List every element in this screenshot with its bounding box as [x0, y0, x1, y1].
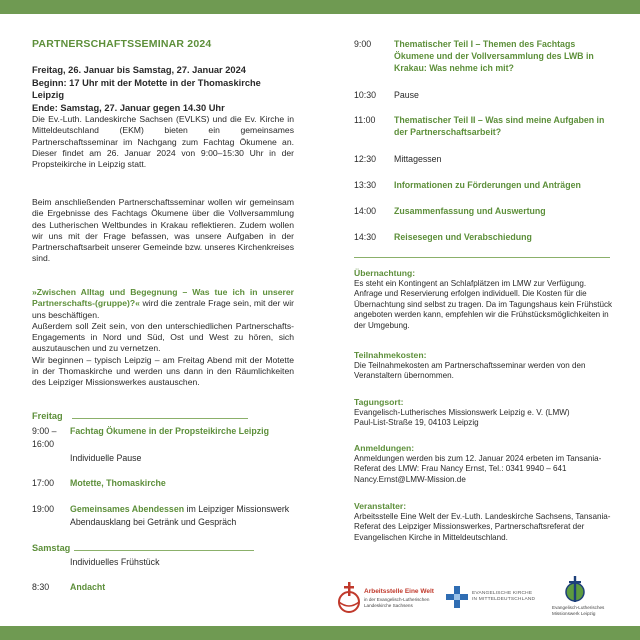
schedule-row: Abendausklang bei Getränk und Gespräch — [70, 517, 237, 527]
registration-section — [354, 443, 614, 485]
dates-line-3: Ende: Samstag, 27. Januar gegen 14.30 Uhr — [32, 102, 225, 113]
schedule-row: 13:30 Informationen zu Förderungen und Anträgen — [354, 180, 581, 190]
intro-paragraph-3 — [32, 287, 294, 389]
friday-heading: Freitag — [32, 411, 63, 421]
schedule-row: 11:00 Thematischer Teil II – Was sind meine Aufgaben in der Partnerschaftsarbeit? — [354, 115, 605, 137]
schedule-row: 19:00 Gemeinsames Abendessen im Leipziger Missionswerk — [32, 504, 290, 514]
top-green-bar — [0, 0, 640, 14]
schedule-row: 14:30 Reisesegen und Verabschiedung — [354, 232, 532, 242]
registration-email[interactable]: Nancy.Ernst@LMW-Mission.de — [354, 474, 466, 484]
friday-divider — [72, 418, 248, 419]
registration-heading: Anmeldungen: — [354, 443, 415, 453]
schedule-row: Individuelles Frühstück — [70, 557, 160, 567]
venue-line-1: Evangelisch-Lutherisches Missionswerk Leipzig e. V. (LMW) — [354, 407, 570, 417]
schedule-row: 16:00 — [32, 439, 55, 449]
logo-ekm: EVANGELISCHE KIRCHE IN MITTELDEUTSCHLAND — [446, 578, 542, 618]
intro-paragraph-1: Die Ev.-Luth. Landeskirche Sachsen (EVLKS) und die Ev. Kirche in Mitteldeutschland (EKM) bieten ein gemeinsames Partnerschaftsseminar im Nachgang zum Fachtag Ökumene an. Dieser findet am 26. Januar 2024 von 9:00–15:30 Uhr in der Propsteikirche in Leipzig statt. — [32, 114, 294, 170]
schedule-row: 9:00 – Fachtag Ökumene in der Propsteikirche Leipzig — [32, 426, 269, 436]
fee-heading: Teilnahmekosten: — [354, 350, 427, 360]
schedule-row: 8:30 Andacht — [32, 582, 106, 592]
event-dates — [32, 64, 294, 114]
central-question: »Zwischen Alltag und Begegnung – Was tue ich in unserer Partnerschafts-(gruppe)?« — [32, 287, 294, 309]
venue-line-2: Paul-List-Straße 19, 04103 Leipzig — [354, 418, 479, 428]
organizer-text: Arbeitsstelle Eine Welt der Ev.-Luth. Landeskirche Sachsens, Tansania-Referat des Leipziger Missionswerkes, Partnerschaftsreferat der Evangelischen Kirche in Mitteldeutschland. — [354, 511, 611, 542]
schedule-row: 10:30 Pause — [354, 90, 419, 100]
schedule-row: 12:30 Mittagessen — [354, 154, 442, 164]
overnight-heading: Übernachtung: — [354, 268, 416, 278]
fee-section — [354, 350, 614, 382]
dates-line-1: Freitag, 26. Januar bis Samstag, 27. Januar 2024 — [32, 65, 246, 75]
globe-cross-icon — [334, 580, 364, 616]
organizer-heading: Veranstalter: — [354, 501, 407, 511]
registration-text: Anmeldungen werden bis zum 12. Januar 2024 erbeten im Tansania-Referat des LMW: Frau Nancy Ernst, Tel.: 0341 9940 – 641 — [354, 453, 602, 474]
schedule-row: 9:00 Thematischer Teil I – Themen des Fachtags Ökumene und der Vollversammlung des LWB in Krakau: Was nehme ich mit? — [354, 39, 594, 73]
schedule-row: Individuelle Pause — [70, 453, 142, 463]
organizer-section — [354, 501, 614, 543]
overnight-text: Es steht ein Kontingent an Schlafplätzen im LMW zur Verfügung. Anfrage und Reservierung erfolgen individuell. Die Kosten für die Übernachtung sind selbst zu tragen. Da im Tagungshaus kein Frühstück angeboten werden kann, empfehlen wir die Frühstücksmöglichkeiten in der Umgebung. — [354, 278, 613, 330]
bottom-green-bar — [0, 626, 640, 640]
schedule-row: 17:00 Motette, Thomaskirche — [32, 478, 166, 488]
saturday-divider — [74, 550, 254, 551]
logo-lmw: Evangelisch-Lutherisches Missionswerk Leipzig — [552, 578, 624, 618]
intro-paragraph-4: Außerdem soll Zeit sein, von den unterschiedlichen Partnerschafts-Engagements in Nord und Süd, Ost und West zu hören, sich auszutauschen und zu vernetzen. — [32, 320, 294, 354]
venue-heading: Tagungsort: — [354, 397, 404, 407]
intro-paragraph-2: Beim anschließenden Partnerschaftsseminar wollen wir gemeinsam die Ergebnisse des Fachtags Ökumene über die Vollversammlung des Lutherischen Weltbundes in Krakau reflektieren. Zudem wollen wir uns mit der Frage befassen, was unsere Aufgaben in der Partnerschaftsarbeit unserer Gemeinde bzw. unseres Kirchenkreises sind. — [32, 197, 294, 264]
schedule-row: 14:00 Zusammenfassung und Auswertung — [354, 206, 546, 216]
saturday-heading: Samstag — [32, 543, 71, 553]
dates-line-2: Beginn: 17 Uhr mit der Motette in der Thomaskirche Leipzig — [32, 77, 261, 100]
logo-row — [326, 578, 626, 618]
venue-section — [354, 397, 614, 429]
lmw-globe-cross-icon — [562, 576, 588, 602]
logo-arbeitsstelle: Arbeitsstelle Eine Welt in der Evangelisch-Lutherischen Landeskirche Sachsens — [334, 578, 434, 618]
page-title: PARTNERSCHAFTSSEMINAR 2024 — [32, 38, 212, 50]
central-question-rest: wird die zentrale Frage sein, mit der wir uns beschäftigen. — [32, 298, 294, 320]
fee-text: Die Teilnahmekosten am Partnerschaftsseminar werden von den Veranstaltern übernommen. — [354, 360, 586, 381]
info-divider — [354, 257, 610, 258]
intro-paragraph-5: Wir beginnen – typisch Leipzig – am Freitag Abend mit der Motette in der Thomaskirche und werden uns dann in den Räumlichkeiten des Leipziger Missionswerkes austauschen. — [32, 354, 294, 388]
ekm-cross-icon — [446, 586, 468, 608]
overnight-section — [354, 268, 614, 332]
